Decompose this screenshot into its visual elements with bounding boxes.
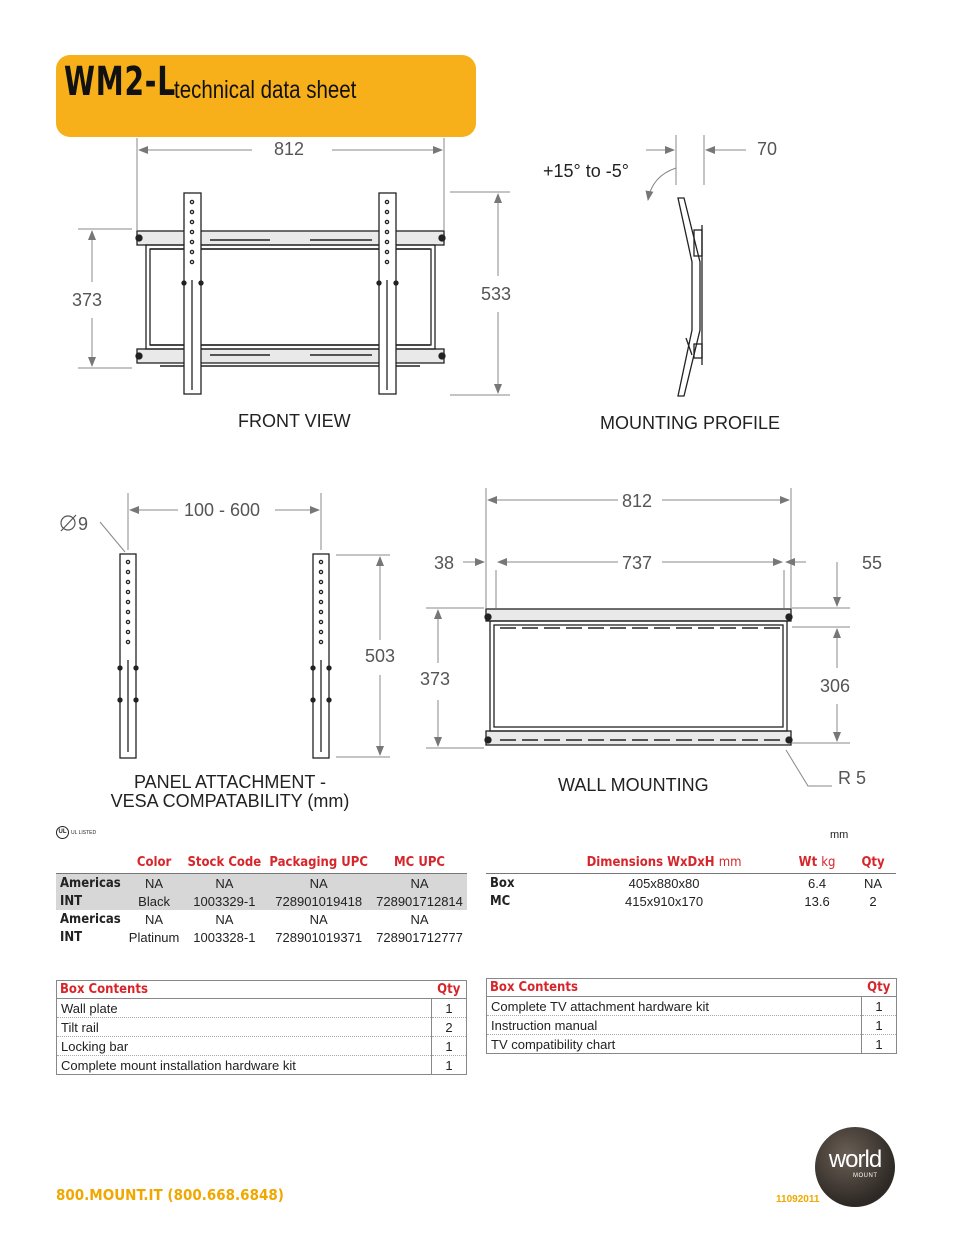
wall-left-offset-label: 38: [434, 553, 455, 573]
document-code: 11092011: [776, 1194, 820, 1205]
dimensions-table: [486, 854, 896, 910]
panel-height-label: 503: [365, 646, 396, 666]
profile-depth-label: 70: [757, 139, 778, 159]
front-view-drawing: [136, 193, 445, 394]
ul-listed-mark: [56, 826, 96, 839]
box-contents-header: Box Contents: [57, 981, 432, 999]
front-right-height-label: 533: [481, 284, 512, 304]
front-view-caption: FRONT VIEW: [238, 411, 351, 431]
product-table: [56, 854, 467, 946]
hole-diameter-label: 9: [78, 514, 89, 534]
mounting-profile-drawing: [678, 198, 702, 396]
col-dimensions: Dimensions WxDxH mm: [544, 854, 784, 874]
box-contents-left: [56, 980, 467, 1075]
list-item: Tilt rail 2: [57, 1018, 467, 1037]
col-color: Color: [125, 854, 184, 874]
ul-listed-text: UL LISTED: [71, 829, 97, 836]
wall-inner-label: 737: [622, 553, 653, 573]
col-pkg-upc: Packaging UPC: [265, 854, 372, 874]
logo-sub: MOUNT: [853, 1173, 878, 1179]
qty-header: Qty: [862, 979, 897, 997]
wall-caption: WALL MOUNTING: [558, 775, 709, 795]
wall-right-offset-label: 55: [862, 553, 883, 573]
panel-caption-line2: VESA COMPATABILITY (mm): [110, 791, 350, 811]
list-item: Wall plate 1: [57, 999, 467, 1018]
box-contents-header: Box Contents: [487, 979, 862, 997]
logo-word: world: [828, 1146, 882, 1173]
panel-attachment-drawing: [118, 554, 331, 758]
list-item: Complete TV attachment hardware kit 1: [487, 997, 897, 1016]
wall-width-label: 812: [622, 491, 653, 511]
col-weight: Wt kg: [784, 854, 850, 874]
table-row: Box 405x880x80 6.4 NA: [490, 875, 883, 891]
list-item: TV compatibility chart 1: [487, 1035, 897, 1054]
front-left-height-label: 373: [72, 290, 103, 310]
world-mount-logo: [815, 1127, 895, 1207]
diameter-icon: [61, 515, 76, 531]
list-item: Complete mount installation hardware kit 1: [57, 1056, 467, 1075]
table-row: Americas NA NA NA NA: [60, 911, 429, 927]
list-item: Locking bar 1: [57, 1037, 467, 1056]
tilt-label: +15° to -5°: [543, 161, 629, 181]
table-row: INT Black 1003329-1 728901019418 728901712814: [56, 892, 467, 910]
panel-caption-line1: PANEL ATTACHMENT -: [133, 772, 327, 792]
rail-height-label: 306: [820, 676, 851, 696]
col-mc-upc: MC UPC: [372, 854, 467, 874]
table-row: MC 415x910x170 13.6 2: [490, 893, 877, 909]
box-contents-right: [486, 978, 897, 1054]
doc-subtitle: technical data sheet: [174, 76, 357, 104]
col-stock: Stock Code: [183, 854, 265, 874]
phone-number: 800.MOUNT.IT (800.668.6848): [56, 1186, 284, 1204]
table-row: Americas NA NA NA NA: [56, 874, 467, 893]
qty-header: Qty: [432, 981, 467, 999]
profile-caption: MOUNTING PROFILE: [600, 413, 781, 433]
list-item: Instruction manual 1: [487, 1016, 897, 1035]
ul-logo-icon: UL: [56, 826, 69, 839]
wall-mounting-drawing: [485, 609, 792, 745]
front-width-label: 812: [274, 139, 305, 159]
vesa-range-label: 100 - 600: [184, 500, 261, 520]
table-row: INT Platinum 1003328-1 728901019371 728901712777: [60, 929, 463, 945]
wall-height-label: 373: [420, 669, 451, 689]
col-qty: Qty: [850, 854, 896, 874]
model-name: WM2-L: [64, 59, 176, 105]
radius-label: R 5: [838, 768, 867, 788]
units-label: mm: [830, 829, 849, 841]
